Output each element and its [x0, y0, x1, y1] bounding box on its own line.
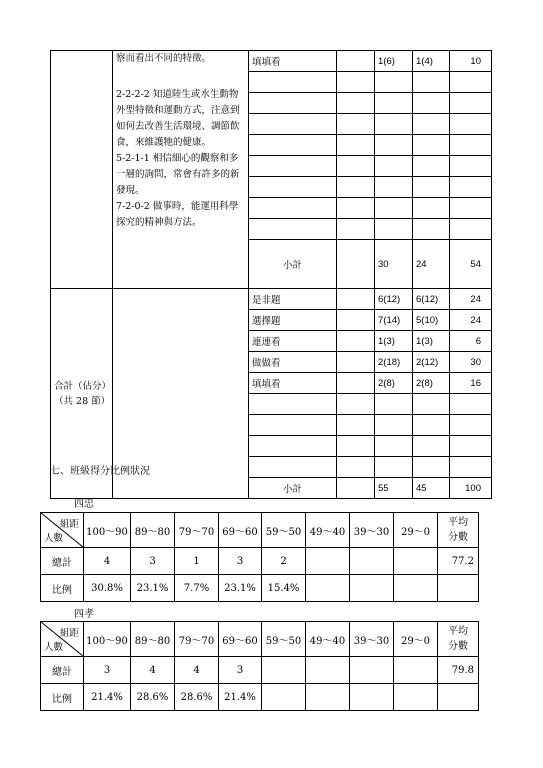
range-header: 89～80	[131, 513, 175, 548]
count-cell: 4	[175, 657, 219, 684]
score-distribution-table-1	[40, 512, 479, 602]
corner-bottom: 人數	[44, 533, 64, 544]
subtotal-class1: 30	[375, 240, 413, 289]
class2-score: 2(8)	[413, 373, 450, 394]
desc-line-3: 5-2-1-1 相信細心的觀察和多一層的詢問，常會有許多的新發現。	[116, 153, 240, 196]
grand-total-line-2: （共 28 節）	[54, 395, 111, 407]
range-header: 39～30	[350, 513, 394, 548]
ratio-cell: 23.1%	[219, 575, 262, 602]
count-cell: 3	[219, 548, 262, 575]
range-header: 79～70	[175, 622, 219, 657]
class1-score: 6(12)	[375, 289, 413, 310]
ratio-cell: 30.8%	[84, 575, 131, 602]
subtotal-total: 54	[450, 240, 492, 289]
score-distribution-table-2	[40, 621, 479, 711]
class2-score: 1(3)	[413, 331, 450, 352]
corner-header	[41, 622, 84, 657]
count-cell	[350, 548, 394, 575]
range-header: 69～60	[219, 513, 262, 548]
ratio-cell	[394, 684, 438, 711]
row-total: 30	[450, 352, 492, 373]
count-cell: 3	[131, 548, 175, 575]
count-cell: 2	[262, 548, 306, 575]
subtotal-class2: 45	[413, 478, 450, 499]
range-header: 69～60	[219, 622, 262, 657]
ratio-cell: 28.6%	[131, 684, 175, 711]
ratio-cell: 23.1%	[131, 575, 175, 602]
corner-top: 組距	[59, 628, 79, 639]
ratio-cell: 28.6%	[175, 684, 219, 711]
subtotal-label: 小計	[249, 240, 337, 289]
count-cell: 1	[175, 548, 219, 575]
indicator-description	[113, 51, 249, 289]
class-name: 四忠	[74, 499, 94, 510]
corner-header	[41, 513, 84, 548]
class1-score: 7(14)	[375, 310, 413, 331]
ratio-cell	[306, 684, 350, 711]
ratio-cell: 15.4%	[262, 575, 306, 602]
corner-bottom: 人數	[44, 642, 64, 653]
class2-score: 1(4)	[413, 51, 450, 72]
count-cell	[306, 657, 350, 684]
count-cell	[306, 548, 350, 575]
ratio-cell: 21.4%	[84, 684, 131, 711]
range-header: 49～40	[306, 513, 350, 548]
range-header: 79～70	[175, 513, 219, 548]
row-total: 16	[450, 373, 492, 394]
class2-score: 5(10)	[413, 310, 450, 331]
count-cell	[350, 657, 394, 684]
row-label: 填填看	[249, 51, 337, 72]
ratio-cell	[350, 575, 394, 602]
count-cell	[394, 548, 438, 575]
subtotal-label: 小計	[249, 478, 337, 499]
section-title: 七、班級得分比例狀況	[50, 466, 150, 477]
topic-cell	[51, 51, 113, 289]
average-score: 77.2	[438, 548, 479, 575]
count-cell	[394, 657, 438, 684]
row-label: 填填看	[249, 373, 337, 394]
corner-top: 組距	[59, 519, 79, 530]
class1-score: 1(3)	[375, 331, 413, 352]
range-header: 59～50	[262, 513, 306, 548]
range-header: 29～0	[394, 513, 438, 548]
subtotal-class2: 24	[413, 240, 450, 289]
ratio-label: 比例	[41, 575, 84, 602]
ratio-cell: 21.4%	[219, 684, 262, 711]
range-header: 39～30	[350, 622, 394, 657]
range-header: 100～90	[84, 513, 131, 548]
range-header: 59～50	[262, 622, 306, 657]
class2-score: 2(12)	[413, 352, 450, 373]
desc-line-1: 察而看出不同的特徵。	[116, 53, 212, 64]
class-name: 四孝	[74, 609, 94, 620]
range-header: 89～80	[131, 622, 175, 657]
row-total: 10	[450, 51, 492, 72]
row-total: 6	[450, 331, 492, 352]
class1-score: 2(18)	[375, 352, 413, 373]
desc-line-4: 7-2-0-2 做事時，能運用科學探究的精神與方法。	[116, 201, 239, 228]
average-header: 平均 分數	[438, 513, 479, 548]
count-cell: 3	[219, 657, 262, 684]
row-label: 是非題	[249, 289, 337, 310]
grand-total-line-1: 合計（佔分）	[54, 380, 112, 392]
count-label: 總計	[41, 548, 84, 575]
assessment-table	[50, 50, 492, 499]
ratio-cell	[350, 684, 394, 711]
row-label: 做做看	[249, 352, 337, 373]
ratio-label: 比例	[41, 684, 84, 711]
row-label: 連連看	[249, 331, 337, 352]
count-label: 總計	[41, 657, 84, 684]
class1-score: 1(6)	[375, 51, 413, 72]
row-total: 24	[450, 310, 492, 331]
subtotal-class1: 55	[375, 478, 413, 499]
range-header: 29～0	[394, 622, 438, 657]
range-header: 100～90	[84, 622, 131, 657]
row-label: 選擇題	[249, 310, 337, 331]
ratio-cell	[306, 575, 350, 602]
average-header: 平均 分數	[438, 622, 479, 657]
count-cell: 3	[84, 657, 131, 684]
count-cell: 4	[84, 548, 131, 575]
subtotal-total: 100	[450, 478, 492, 499]
row-total: 24	[450, 289, 492, 310]
desc-line-2: 2-2-2-2 知道陸生或水生動物外型特徵和運動方式，注意到如何去改善生活環境、調節飲食，來維護牠的健康。	[116, 89, 240, 148]
class2-score: 6(12)	[413, 289, 450, 310]
class1-score: 2(8)	[375, 373, 413, 394]
ratio-cell: 7.7%	[175, 575, 219, 602]
average-score: 79.8	[438, 657, 479, 684]
ratio-cell	[262, 684, 306, 711]
range-header: 49～40	[306, 622, 350, 657]
count-cell	[262, 657, 306, 684]
ratio-cell	[394, 575, 438, 602]
count-cell: 4	[131, 657, 175, 684]
